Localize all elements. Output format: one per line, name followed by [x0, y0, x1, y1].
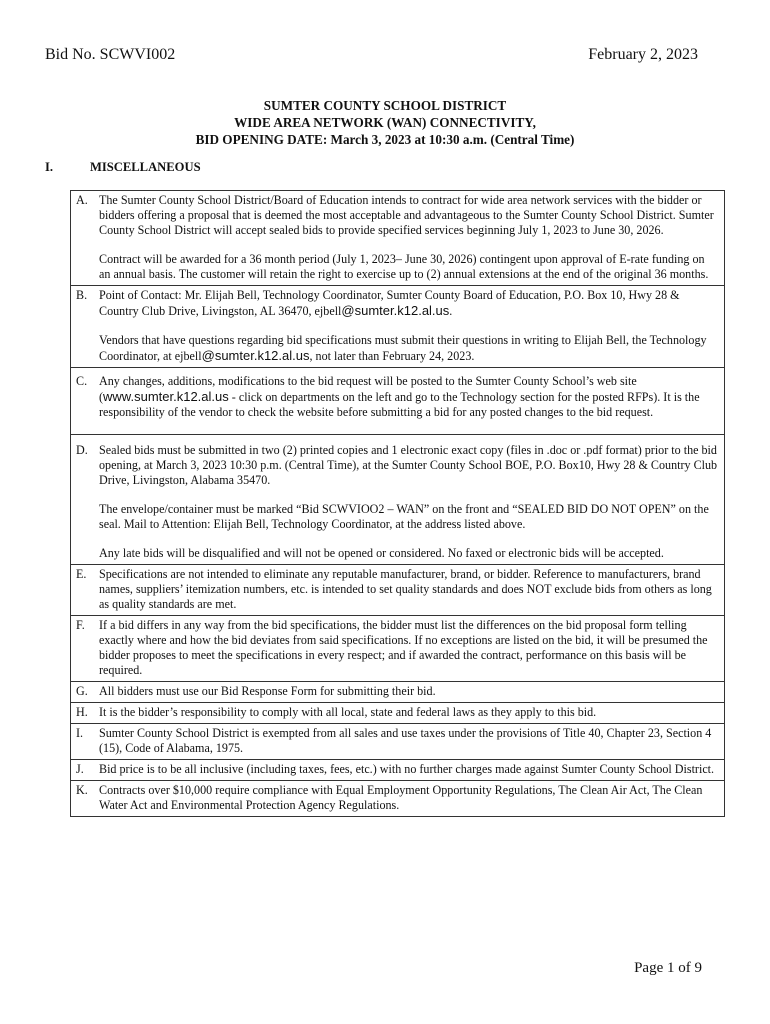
item-a [71, 191, 725, 286]
item-f-paragraph-1: If a bid differs in any way from the bid specifications, the bidder must list the differences on the bid proposal form telling exactly where and how the bid deviates from said specifications. If no exceptions are listed on the bid, it will be presumed the bidder proposes to meet the specifications in every respect; and if awarded the contract, performance on this basis will be required. [99, 618, 708, 677]
item-label: J. [76, 762, 84, 776]
item-c-paragraph-1 [99, 374, 718, 420]
item-k [71, 781, 725, 817]
title-line-2: WIDE AREA NETWORK (WAN) CONNECTIVITY, [234, 115, 536, 130]
item-k-paragraph-1: Contracts over $10,000 require compliance with Equal Employment Opportunity Regulations, The Clean Air Act, The Clean Water Act and Environmental Protection Agency Regulations. [99, 783, 703, 812]
item-h-paragraph-1: It is the bidder’s responsibility to comply with all local, state and federal laws as they apply to this bid. [99, 705, 597, 719]
item-d-paragraph-2: The envelope/container must be marked “Bid SCWVIOO2 – WAN” on the front and “SEALED BID DO NOT OPEN” on the seal. Mail to Attention: Elijah Bell, Technology Coordinator, at the address listed above. [99, 502, 709, 531]
email-domain-link[interactable]: @sumter.k12.al.us [341, 303, 450, 318]
item-a-paragraph-2: Contract will be awarded for a 36 month period (July 1, 2023– June 30, 2026) contingent upon approval of E-rate funding on an annual basis. The customer will retain the right to exercise up to (2) annual extensions at the end of the original 36 months. [99, 252, 709, 281]
item-b-paragraph-1 [99, 288, 718, 319]
item-b-text-end: . [449, 304, 453, 318]
item-d-paragraph-1: Sealed bids must be submitted in two (2) printed copies and 1 electronic exact copy (files in .doc or .pdf format) prior to the bid opening, at March 3, 2023 10:30 p.m. (Central Time), at the Sumter County School BOE, P.O. Box10, Hwy 28 & Country Club Drive, Livingston, Alabama 35470. [99, 443, 718, 487]
website-link[interactable]: www.sumter.k12.al.us [103, 389, 229, 404]
document-date: February 2, 2023 [588, 46, 698, 63]
bid-number: Bid No. SCWVI002 [45, 46, 176, 63]
item-j-paragraph-1: Bid price is to be all inclusive (including taxes, fees, etc.) with no further charges made against Sumter County School District. [99, 762, 715, 776]
item-b [71, 286, 725, 368]
item-label: E. [76, 567, 87, 581]
item-g [71, 682, 725, 703]
item-label: G. [76, 684, 88, 698]
item-i [71, 724, 725, 760]
title-line-1: SUMTER COUNTY SCHOOL DISTRICT [263, 98, 507, 113]
item-d-paragraph-3: Any late bids will be disqualified and will not be opened or considered. No faxed or electronic bids will be accepted. [99, 546, 664, 560]
item-b-text: Vendors that have questions regarding bid specifications must submit their questions in writing to Elijah Bell, the Technology Coordinator, at ejbell [99, 333, 707, 363]
item-label: A. [76, 193, 88, 207]
item-d [71, 435, 725, 565]
item-label: K. [76, 783, 88, 797]
page-number: Page 1 of 9 [634, 960, 702, 976]
item-c-text-end: - click on departments on the left and go to the Technology section for the posted RFPs). It is the responsibility of the vendor to check the website before submitting a bid for any posted changes to the bid request. [99, 390, 700, 419]
item-a-paragraph-1: The Sumter County School District/Board of Education intends to contract for wide area network services with the bidder or bidders offering a proposal that is deemed the most acceptable and advantageous to the Sumter County School District. Sumter County School District will accept sealed bids to provide specified services beginning July 1, 2023 to June 30, 2026. [99, 193, 714, 237]
document-title [0, 97, 770, 148]
item-g-paragraph-1: All bidders must use our Bid Response Form for submitting their bid. [99, 684, 436, 698]
item-i-paragraph-1: Sumter County School District is exempted from all sales and use taxes under the provisions of Title 40, Chapter 23, Section 4 (15), Code of Alabama, 1975. [99, 726, 712, 755]
item-e-paragraph-1: Specifications are not intended to eliminate any reputable manufacturer, brand, or bidder. Reference to manufacturers, brand names, suppliers’ itemization numbers, etc. is intended to set quality standards and does NOT exclude bids from others as long as quality standards are met. [99, 567, 712, 611]
items-table [70, 190, 725, 817]
item-b-text-end: , not later than February 24, 2023. [309, 349, 475, 363]
item-label: F. [76, 618, 85, 632]
section-title: MISCELLANEOUS [90, 160, 201, 174]
item-c [71, 368, 725, 435]
section-number: I. [45, 160, 54, 174]
item-b-text: Point of Contact: Mr. Elijah Bell, Technology Coordinator, Sumter County Board of Education, P.O. Box 10, Hwy 28 & Country Club Drive, Livingston, AL 36470, ejbell [99, 288, 680, 318]
item-label: I. [76, 726, 84, 740]
section-heading [45, 160, 201, 175]
title-line-3: BID OPENING DATE: March 3, 2023 at 10:30 a.m. (Central Time) [195, 132, 575, 147]
email-domain-link[interactable]: @sumter.k12.al.us [201, 348, 310, 363]
item-b-paragraph-2 [99, 333, 718, 364]
item-h [71, 703, 725, 724]
item-c-text: Any changes, additions, modifications to the bid request will be posted to the Sumter County School’s web site ( [99, 374, 637, 404]
item-j [71, 760, 725, 781]
item-label: B. [76, 288, 88, 302]
item-f [71, 616, 725, 682]
item-label: D. [76, 443, 88, 457]
item-label: H. [76, 705, 88, 719]
item-e [71, 565, 725, 616]
item-label: C. [76, 374, 88, 388]
